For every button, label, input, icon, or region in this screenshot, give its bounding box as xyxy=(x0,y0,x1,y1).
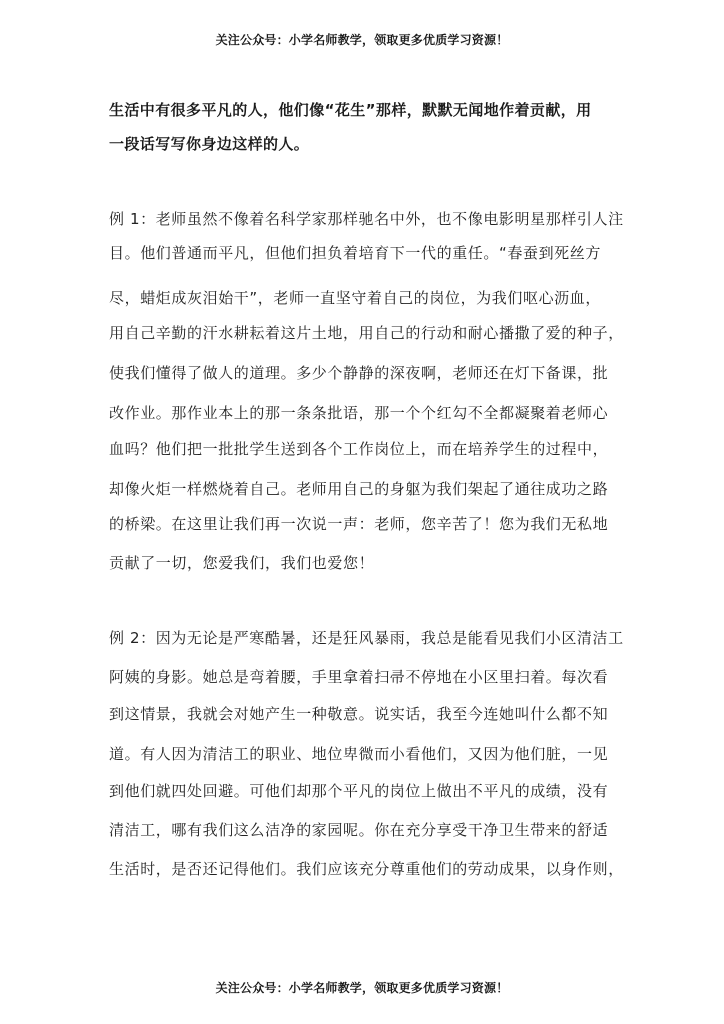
paragraph-line: 道。有人因为清洁工的职业、地位卑微而小看他们，又因为他们脏，一见 xyxy=(109,745,609,763)
page-header: 关注公众号：小学名师教学，领取更多优质学习资源！ xyxy=(215,33,509,47)
paragraph-line: 例 1：老师虽然不像着名科学家那样驰名中外，也不像电影明星那样引人注 xyxy=(109,210,624,228)
paragraph-line: 到他们就四处回避。可他们却那个平凡的岗位上做出不平凡的成绩，没有 xyxy=(109,782,609,800)
paragraph-line: 使我们懂得了做人的道理。多少个静静的深夜啊，老师还在灯下备课，批 xyxy=(109,364,609,382)
paragraph-line: 的桥梁。在这里让我们再一次说一声：老师，您辛苦了！您为我们无私地 xyxy=(109,515,609,533)
paragraph-line: 目。他们普通而平凡，但他们担负着培育下一代的重任。“春蚕到死丝方 xyxy=(109,244,601,262)
paragraph-line: 阿姨的身影。她总是弯着腰，手里拿着扫帚不停地在小区里扫着。每次看 xyxy=(109,668,609,686)
paragraph-line: 尽，蜡炬成灰泪始干”，老师一直坚守着自己的岗位，为我们呕心沥血， xyxy=(109,289,601,307)
page-footer: 关注公众号：小学名师教学，领取更多优质学习资源！ xyxy=(215,981,509,995)
paragraph-line: 用自己辛勤的汗水耕耘着这片土地，用自己的行动和耐心播撒了爱的种子， xyxy=(109,324,624,342)
paragraph-line: 生活时，是否还记得他们。我们应该充分尊重他们的劳动成果，以身作则， xyxy=(109,860,624,878)
paragraph-line: 贡献了一切，您爱我们，我们也爱您！ xyxy=(109,554,375,572)
paragraph-line: 却像火炬一样燃烧着自己。老师用自己的身躯为我们架起了通往成功之路 xyxy=(109,480,609,498)
paragraph-line: 到这情景，我就会对她产生一种敬意。说实话，我至今连她叫什么都不知 xyxy=(109,705,609,723)
prompt-line: 生活中有很多平凡的人，他们像“花生”那样，默默无闻地作着贡献，用 xyxy=(109,101,592,119)
paragraph-line: 改作业。那作业本上的那一条条批语，那一个个红勾不全都凝聚着老师心 xyxy=(109,404,609,422)
paragraph-line: 血吗？他们把一批批学生送到各个工作岗位上，而在培养学生的过程中， xyxy=(109,440,609,458)
prompt-line: 一段话写写你身边这样的人。 xyxy=(109,135,310,153)
paragraph-line: 清洁工，哪有我们这么洁净的家园呢。你在充分享受干净卫生带来的舒适 xyxy=(109,821,609,839)
paragraph-line: 例 2：因为无论是严寒酷暑，还是狂风暴雨，我总是能看见我们小区清洁工 xyxy=(109,629,624,647)
